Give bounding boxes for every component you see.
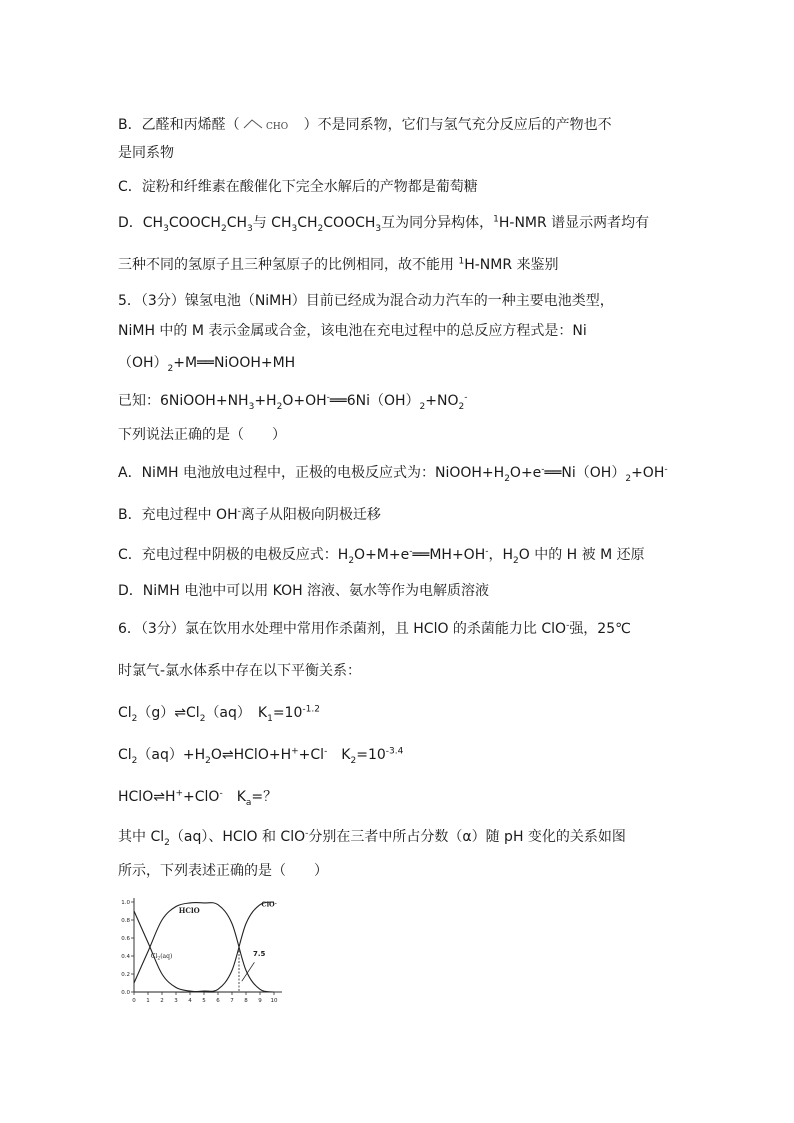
q5-stem-line2: NiMH 中的 M 表示金属或合金，该电池在充电过程中的总反应方程式是：Ni [118, 323, 587, 339]
q5-stem-line3: $(OH)_2+M══NiOOH+MH$ [118, 355, 296, 374]
q6-equation-2: $Cl_2(aq)+H_2O\rightleftharpoons HClO+H^++Cl^-$ $K_2=10^{-3.4}$ [118, 746, 404, 766]
x-tick-label-3: 3 [174, 998, 178, 1004]
y-tick-label-0.8: 0.8 [121, 918, 130, 924]
q6-stem-line1: 6．（3分）氯在饮用水处理中常用作杀菌剂，且 HClO 的杀菌能力比 ClO-强，25℃ [118, 620, 631, 637]
annotation-7-5: 7.5 [253, 950, 266, 958]
series-line-1 [134, 900, 277, 992]
series-line-2 [134, 900, 277, 992]
x-tick-label-6: 6 [216, 998, 220, 1004]
option-b-text-post: ）不是同系物，它们与氢气充分反应后的产物也不 [303, 117, 612, 133]
q6-description-line1: 其中 $Cl_2(aq)$、HClO 和 ClO-分别在三者中所占分数（α）随 pH 变化的关系如图 [118, 828, 626, 848]
q6-equation-1: $Cl_2(g)\rightleftharpoons Cl_2(aq)$ $K_1=10^{-1.2}$ [118, 704, 320, 724]
y-tick-label-0.0: 0.0 [121, 990, 130, 996]
q6-equation-3: HClO⇌H++ClO- $K_a=$？ [118, 788, 278, 808]
q5-option-b: B．充电过程中 OH-离子从阳极向阴极迁移 [118, 506, 381, 523]
x-tick-label-10: 10 [270, 998, 278, 1004]
series-label-clo: ClO- [261, 900, 277, 909]
option-d-line2: 三种不同的氢原子且三种氢原子的比例相同，故不能用 $^1$H-NMR 来鉴别 [118, 256, 559, 273]
q5-option-c: C．充电过程中阴极的电极反应式：$H_2O+M+e^-══MH+OH^-$，$H_2O$ 中的 H 被 M 还原 [118, 546, 645, 566]
x-tick-label-8: 8 [244, 998, 248, 1004]
q6-description-line2: 所示，下列表述正确的是（ ） [118, 863, 328, 879]
x-tick-label-1: 1 [146, 998, 150, 1004]
q5-known: 已知：$6NiOOH+NH_3+H_2O+OH^-══6Ni(OH)_2+NO_2^-$ [118, 392, 468, 412]
chart-axes [134, 898, 282, 992]
q5-option-d: D．NiMH 电池中可以用 KOH 溶液、氨水等作为电解质溶液 [118, 583, 490, 599]
x-tick-label-2: 2 [160, 998, 164, 1004]
y-tick-label-0.2: 0.2 [121, 972, 130, 978]
x-tick-label-0: 0 [132, 998, 136, 1004]
series-label-cl2: $Cl_2(aq)$ [150, 952, 173, 962]
x-tick-label-5: 5 [202, 998, 206, 1004]
acrolein-structure-icon [240, 114, 304, 136]
chart-labels [151, 901, 277, 982]
x-tick-label-4: 4 [188, 998, 192, 1004]
option-b-line1 [118, 114, 612, 136]
y-tick-label-0.6: 0.6 [121, 936, 130, 942]
x-tick-label-7: 7 [230, 998, 234, 1004]
y-tick-label-1.0: 1.0 [121, 900, 130, 906]
q5-option-a: A．NiMH 电池放电过程中，正极的电极反应式为：$NiOOH+H_2O+e^-══Ni(OH)_2+OH^-$ [118, 464, 668, 484]
option-c: C．淀粉和纤维素在酸催化下完全水解后的产物都是葡萄糖 [118, 179, 478, 195]
option-b-text-pre: B．乙醛和丙烯醛（ [118, 117, 240, 133]
chart-series [134, 900, 277, 992]
speciation-chart [116, 890, 288, 1006]
q5-question: 下列说法正确的是（ ） [118, 427, 286, 443]
struct-cho-label: CHO [265, 122, 288, 132]
series-label-hclo: HClO [178, 905, 200, 915]
y-tick-label-0.4: 0.4 [121, 954, 130, 960]
q6-stem-line2: 时氯气-氯水体系中存在以下平衡关系： [118, 663, 362, 679]
option-d-line1: D．$CH_3COOCH_2CH_3$与 $CH_3CH_2COOCH_3$互为同分异构体，$^1$H-NMR 谱显示两者均有 [118, 214, 650, 234]
x-tick-label-9: 9 [258, 998, 262, 1004]
option-b-line2: 是同系物 [118, 145, 174, 161]
q5-stem-line1: 5．（3分）镍氢电池（NiMH）目前已经成为混合动力汽车的一种主要电池类型， [118, 293, 614, 309]
